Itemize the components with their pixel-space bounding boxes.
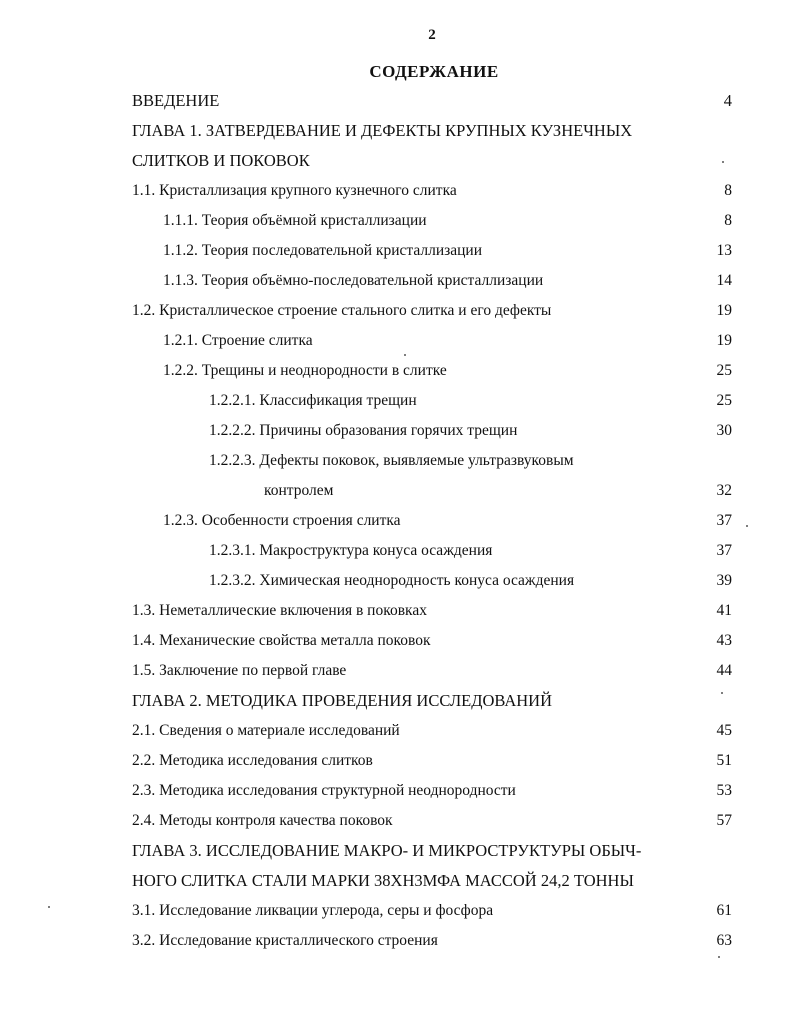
toc-entry xyxy=(0,776,794,806)
toc-entry xyxy=(0,656,794,686)
toc-entry-text: 1.2.3. Особенности строения слитка xyxy=(163,512,401,529)
toc-entry-page: 61 xyxy=(716,902,732,919)
scan-speck xyxy=(746,525,748,527)
toc-entry-text: 1.5. Заключение по первой главе xyxy=(132,662,347,679)
toc-entry xyxy=(0,266,794,296)
toc-entry-page: 8 xyxy=(724,182,732,199)
table-of-contents xyxy=(0,86,794,956)
scan-speck xyxy=(48,906,50,908)
toc-entry xyxy=(0,806,794,836)
toc-entry xyxy=(0,626,794,656)
toc-entry xyxy=(0,866,794,896)
toc-entry-page: 44 xyxy=(716,662,732,679)
scan-speck xyxy=(722,161,724,163)
toc-entry-text: 2.3. Методика исследования структурной неоднородности xyxy=(132,782,516,799)
toc-entry xyxy=(0,356,794,386)
toc-entry xyxy=(0,416,794,446)
toc-entry-text: 1.2.2.2. Причины образования горячих трещин xyxy=(209,422,518,439)
toc-entry xyxy=(0,236,794,266)
toc-entry xyxy=(0,86,794,116)
toc-entry-page: 43 xyxy=(716,632,732,649)
toc-entry-text: 1.2.2. Трещины и неоднородности в слитке xyxy=(163,362,447,379)
toc-entry-page: 45 xyxy=(716,722,732,739)
toc-entry-text: НОГО СЛИТКА СТАЛИ МАРКИ 38ХН3МФА МАССОЙ 24,2 ТОННЫ xyxy=(132,871,634,890)
toc-entry xyxy=(0,206,794,236)
toc-entry-page: 4 xyxy=(723,91,732,110)
toc-entry-text: 1.4. Механические свойства металла поковок xyxy=(132,632,431,649)
toc-entry-text: 2.1. Сведения о материале исследований xyxy=(132,722,400,739)
toc-entry-text: ВВЕДЕНИЕ xyxy=(132,91,220,110)
toc-entry-page: 39 xyxy=(716,572,732,589)
toc-entry-text: 1.1.3. Теория объёмно-последовательной кристаллизации xyxy=(163,272,544,289)
toc-entry xyxy=(0,476,794,506)
toc-entry-page: 13 xyxy=(716,242,732,259)
toc-entry xyxy=(0,326,794,356)
toc-entry-page: 14 xyxy=(716,272,732,289)
toc-entry-text: 3.1. Исследование ликвации углерода, серы и фосфора xyxy=(132,902,494,919)
toc-entry-text: 1.2.1. Строение слитка xyxy=(163,332,313,349)
toc-entry-text: 3.2. Исследование кристаллического строения xyxy=(132,932,438,949)
toc-entry-text: контролем xyxy=(264,482,334,499)
toc-entry xyxy=(0,176,794,206)
toc-entry-page: 57 xyxy=(716,812,732,829)
toc-entry xyxy=(0,146,794,176)
toc-entry-text: 2.2. Методика исследования слитков xyxy=(132,752,373,769)
toc-entry xyxy=(0,116,794,146)
toc-entry xyxy=(0,386,794,416)
scan-speck xyxy=(404,354,406,356)
toc-entry-text: 1.2.3.1. Макроструктура конуса осаждения xyxy=(209,542,493,559)
scan-speck xyxy=(718,956,720,958)
toc-entry xyxy=(0,296,794,326)
toc-entry-text: 1.1.1. Теория объёмной кристаллизации xyxy=(163,212,427,229)
toc-entry-text: 1.1. Кристаллизация крупного кузнечного слитка xyxy=(132,182,457,199)
toc-entry xyxy=(0,506,794,536)
toc-entry-page: 19 xyxy=(716,332,732,349)
toc-entry-text: 1.2.2.1. Классификация трещин xyxy=(209,392,417,409)
toc-entry-text: ГЛАВА 2. МЕТОДИКА ПРОВЕДЕНИЯ ИССЛЕДОВАНИЙ xyxy=(132,691,553,710)
toc-entry-page: 37 xyxy=(716,512,732,529)
toc-entry xyxy=(0,716,794,746)
toc-entry xyxy=(0,926,794,956)
toc-entry xyxy=(0,746,794,776)
toc-entry-text: 1.1.2. Теория последовательной кристаллизации xyxy=(163,242,483,259)
toc-entry-page: 53 xyxy=(716,782,732,799)
toc-entry xyxy=(0,536,794,566)
toc-entry-page: 25 xyxy=(716,392,732,409)
toc-entry-text: 1.2.3.2. Химическая неоднородность конуса осаждения xyxy=(209,572,575,589)
toc-entry-text: ГЛАВА 3. ИССЛЕДОВАНИЕ МАКРО- И МИКРОСТРУКТУРЫ ОБЫЧ- xyxy=(132,841,642,860)
toc-entry-page: 19 xyxy=(716,302,732,319)
toc-entry xyxy=(0,446,794,476)
toc-entry-page: 8 xyxy=(724,212,732,229)
page-number: 2 xyxy=(428,27,436,43)
toc-entry-page: 51 xyxy=(716,752,732,769)
toc-entry-page: 37 xyxy=(716,542,732,559)
toc-entry-text: 1.2. Кристаллическое строение стального слитка и его дефекты xyxy=(132,302,552,319)
toc-entry xyxy=(0,836,794,866)
toc-entry-page: 32 xyxy=(716,482,732,499)
toc-entry-text: СЛИТКОВ И ПОКОВОК xyxy=(132,151,310,170)
toc-entry xyxy=(0,566,794,596)
toc-entry-page: 41 xyxy=(716,602,732,619)
toc-entry xyxy=(0,596,794,626)
toc-entry-page: 25 xyxy=(716,362,732,379)
toc-entry-text: 1.3. Неметаллические включения в поковках xyxy=(132,602,427,619)
toc-entry xyxy=(0,896,794,926)
toc-entry-text: 1.2.2.3. Дефекты поковок, выявляемые ультразвуковым xyxy=(209,452,574,469)
toc-entry-text: ГЛАВА 1. ЗАТВЕРДЕВАНИЕ И ДЕФЕКТЫ КРУПНЫХ КУЗНЕЧНЫХ xyxy=(132,121,633,140)
toc-title: СОДЕРЖАНИЕ xyxy=(369,62,499,81)
toc-entry-text: 2.4. Методы контроля качества поковок xyxy=(132,812,393,829)
toc-entry-page: 30 xyxy=(716,422,732,439)
toc-entry xyxy=(0,686,794,716)
toc-entry-page: 63 xyxy=(716,932,732,949)
scan-speck xyxy=(721,692,723,694)
